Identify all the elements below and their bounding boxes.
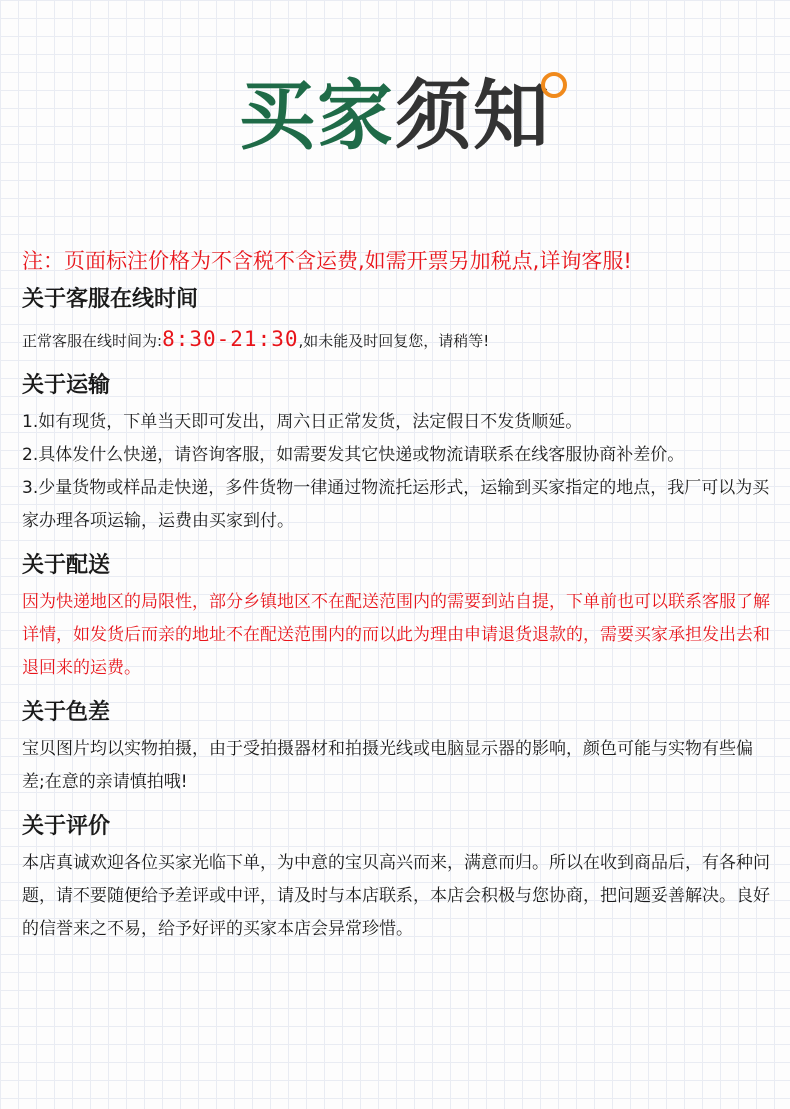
page-title-part-1: 买家 — [239, 71, 395, 160]
page-title-part-2: 须知 — [395, 71, 551, 160]
service-hours-prefix: 正常客服在线时间为: — [22, 332, 163, 350]
title-area — [0, 71, 790, 160]
shipping-list — [22, 406, 772, 538]
section-color — [22, 695, 772, 799]
shipping-item-2: 2.具体发什么快递，请咨询客服，如需要发其它快递或物流请联系在线客服协商补差价。 — [22, 445, 685, 465]
section-review — [22, 809, 772, 946]
color-text: 宝贝图片均以实物拍摄，由于受拍摄器材和拍摄光线或电脑显示器的影响，颜色可能与实物有些偏差;在意的亲请慎拍哦! — [22, 739, 753, 792]
section-service-hours — [22, 282, 772, 358]
section-shipping — [22, 368, 772, 538]
review-text: 本店真诚欢迎各位买家光临下单，为中意的宝贝高兴而来，满意而归。所以在收到商品后，有各种问题，请不要随便给予差评或中评，请及时与本店联系，本店会积极与您协商，把问题妥善解决。良好的信誉来之不易，给予好评的买家本店会异常珍惜。 — [22, 853, 770, 939]
service-hours-time: 8:30-21:30 — [162, 327, 299, 351]
service-hours-suffix: ,如未能及时回复您，请稍等! — [298, 332, 490, 350]
page-title — [239, 71, 551, 160]
section-heading-color: 关于色差 — [22, 700, 111, 725]
shipping-item-1: 1.如有现货，下单当天即可发出，周六日正常发货，法定假日不发货顺延。 — [22, 412, 583, 432]
section-heading-delivery: 关于配送 — [22, 553, 111, 578]
notice-content — [22, 244, 772, 956]
section-heading-review: 关于评价 — [22, 814, 111, 839]
shipping-item-3: 3.少量货物或样品走快递，多件货物一律通过物流托运形式，运输到买家指定的地点，我厂可以为买家办理各项运输，运费由买家到付。 — [22, 478, 770, 531]
price-notice: 注：页面标注价格为不含税不含运费,如需开票另加税点,详询客服! — [22, 249, 632, 273]
section-heading-shipping: 关于运输 — [22, 373, 111, 398]
section-delivery — [22, 548, 772, 685]
orange-ring-icon — [541, 72, 567, 98]
service-hours-text — [22, 322, 772, 358]
delivery-text: 因为快递地区的局限性，部分乡镇地区不在配送范围内的需要到站自提，下单前也可以联系客服了解详情，如发货后而亲的地址不在配送范围内的而以此为理由申请退货退款的，需要买家承担发出去和退回来的运费。 — [22, 592, 770, 678]
section-heading-service-hours: 关于客服在线时间 — [22, 287, 199, 312]
